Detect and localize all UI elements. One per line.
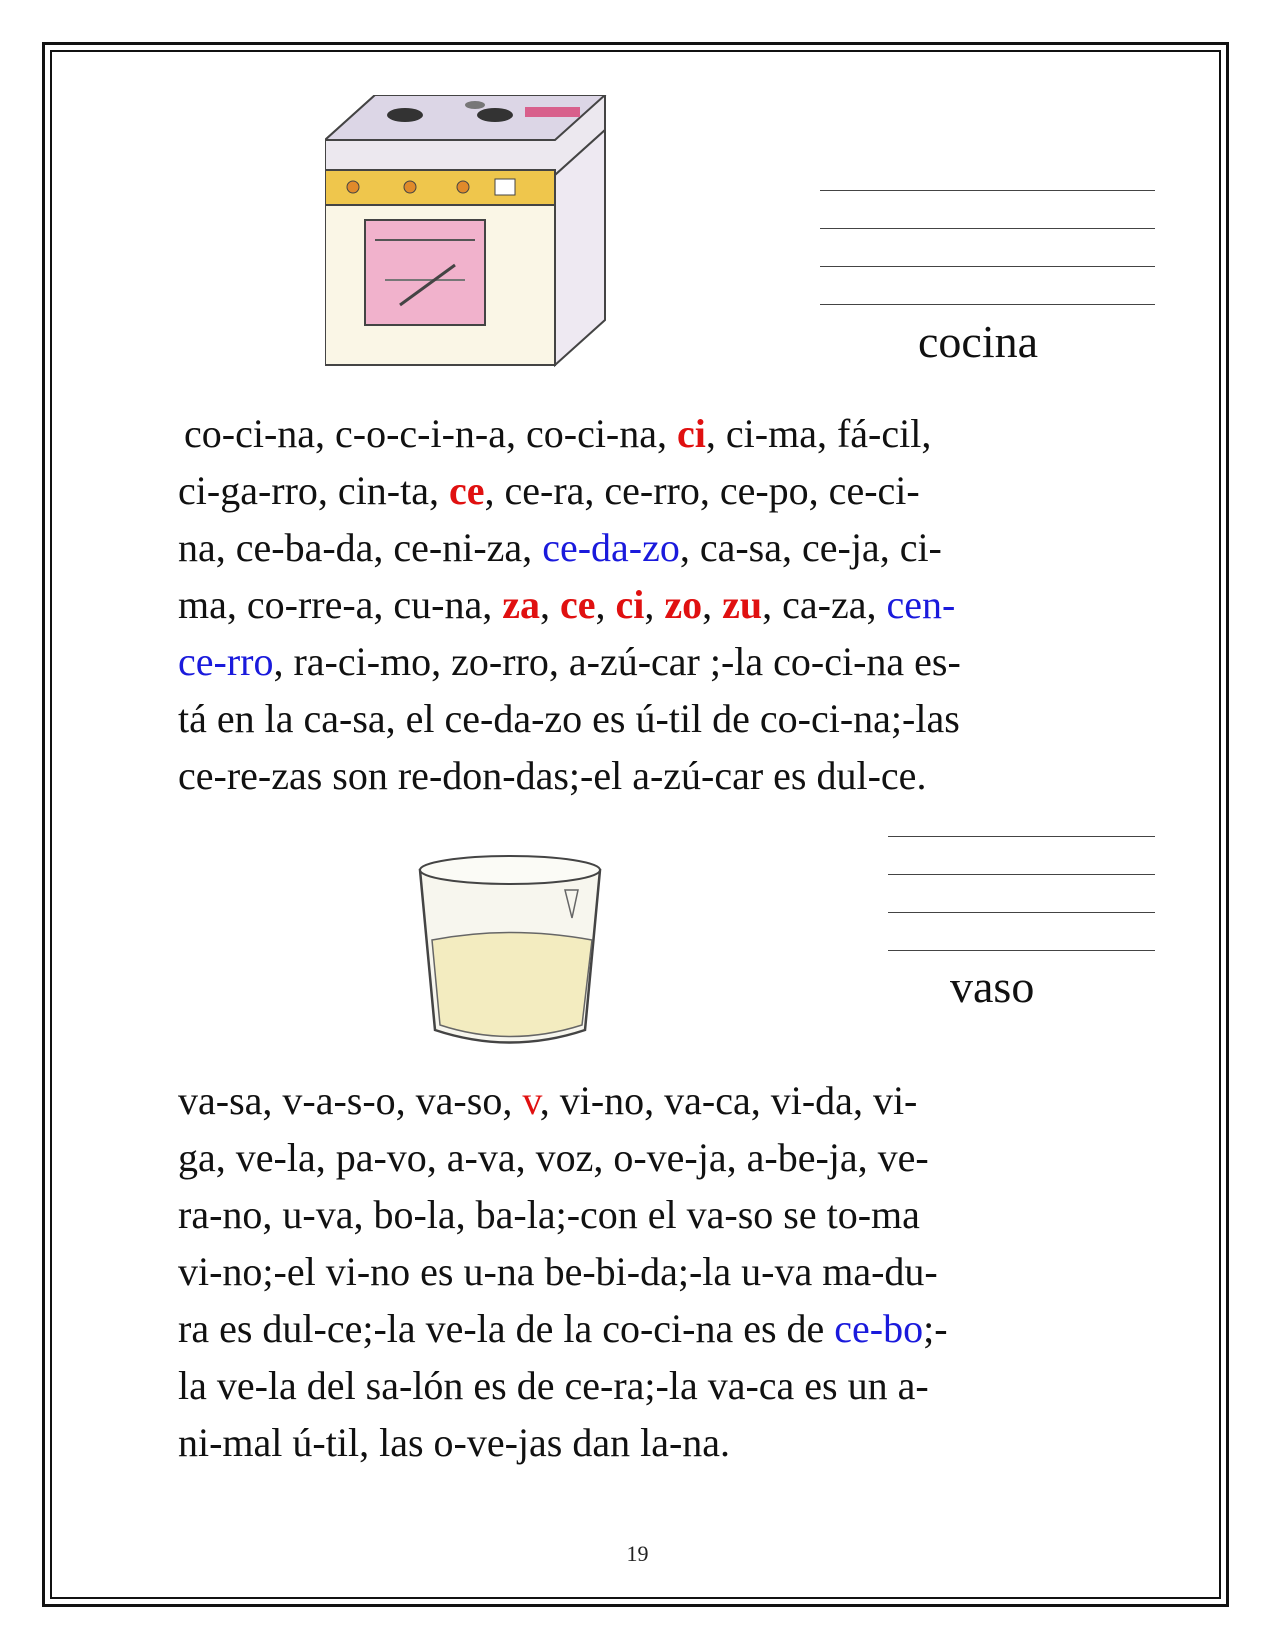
text-line [178,1243,948,1300]
text-line [178,576,961,633]
text-segment: ma, co-rre-a, cu-na, [178,582,503,627]
text-segment: ci-ga-rro, cin-ta, [178,468,449,513]
text-segment: ra es dul-ce;-la ve-la de la co-ci-na es de [178,1306,835,1351]
highlighted-syllable: ce-rro [178,639,274,684]
text-line [178,519,961,576]
highlighted-syllable: za [502,582,541,627]
text-line [178,690,961,747]
text-segment: , [595,582,616,627]
writing-lines-vaso [888,836,1155,956]
text-segment: , [644,582,665,627]
highlighted-syllable: ci [677,411,706,456]
text-segment: ni-mal ú-til, las o-ve-jas dan la-na. [178,1420,731,1465]
text-segment: vi-no;-el vi-no es u-na be-bi-da;-la u-va ma-du- [178,1249,938,1294]
text-line [178,1072,948,1129]
text-segment: , vi-no, va-ca, vi-da, vi- [539,1078,918,1123]
text-segment: , ci-ma, fá-cil, [705,411,932,456]
glass-illustration [410,850,620,1060]
text-segment: , [540,582,561,627]
highlighted-syllable: ci [615,582,645,627]
highlighted-syllable: v [522,1078,540,1123]
highlighted-syllable: ce [560,582,596,627]
text-segment: ga, ve-la, pa-vo, a-va, voz, o-ve-ja, a-be-ja, ve- [178,1135,929,1180]
text-segment: , ce-ra, ce-rro, ce-po, ce-ci- [484,468,920,513]
highlighted-syllable: ce-da-zo [542,525,680,570]
text-segment: , ra-ci-mo, zo-rro, a-zú-car ;-la co-ci-na es- [273,639,961,684]
syllable-paragraph-cocina [178,405,961,804]
text-segment: la ve-la del sa-lón es de ce-ra;-la va-ca es un a- [178,1363,929,1408]
text-line [178,747,961,804]
text-line [178,1129,948,1186]
highlighted-syllable: ce-bo [834,1306,924,1351]
text-line [178,405,961,462]
highlighted-syllable: cen- [886,582,956,627]
text-segment: co-ci-na, c-o-c-i-n-a, co-ci-na, [184,411,678,456]
text-line [178,462,961,519]
highlighted-syllable: ce [448,468,485,513]
text-segment: , ca-za, [762,582,887,627]
writing-lines-cocina [820,190,1155,310]
text-segment: tá en la ca-sa, el ce-da-zo es ú-til de co-ci-na;-las [178,696,960,741]
text-segment: na, ce-ba-da, ce-ni-za, [178,525,543,570]
stove-illustration [325,95,645,380]
text-line [178,1300,948,1357]
text-line [178,633,961,690]
text-line [178,1357,948,1414]
text-segment: va-sa, v-a-s-o, va-so, [178,1078,523,1123]
highlighted-syllable: zu [722,582,763,627]
text-segment: , ca-sa, ce-ja, ci- [679,525,942,570]
text-segment: ;- [923,1306,948,1351]
word-cocina: cocina [918,316,1039,367]
text-line [178,1186,948,1243]
text-line [178,1414,948,1471]
text-segment: ce-re-zas son re-don-das;-el a-zú-car es dul-ce. [178,753,927,798]
highlighted-syllable: zo [664,582,703,627]
page-number: 19 [626,1541,649,1566]
word-vaso: vaso [950,961,1035,1012]
syllable-paragraph-vaso [178,1072,948,1471]
text-segment: , [702,582,723,627]
text-segment: ra-no, u-va, bo-la, ba-la;-con el va-so se to-ma [178,1192,920,1237]
